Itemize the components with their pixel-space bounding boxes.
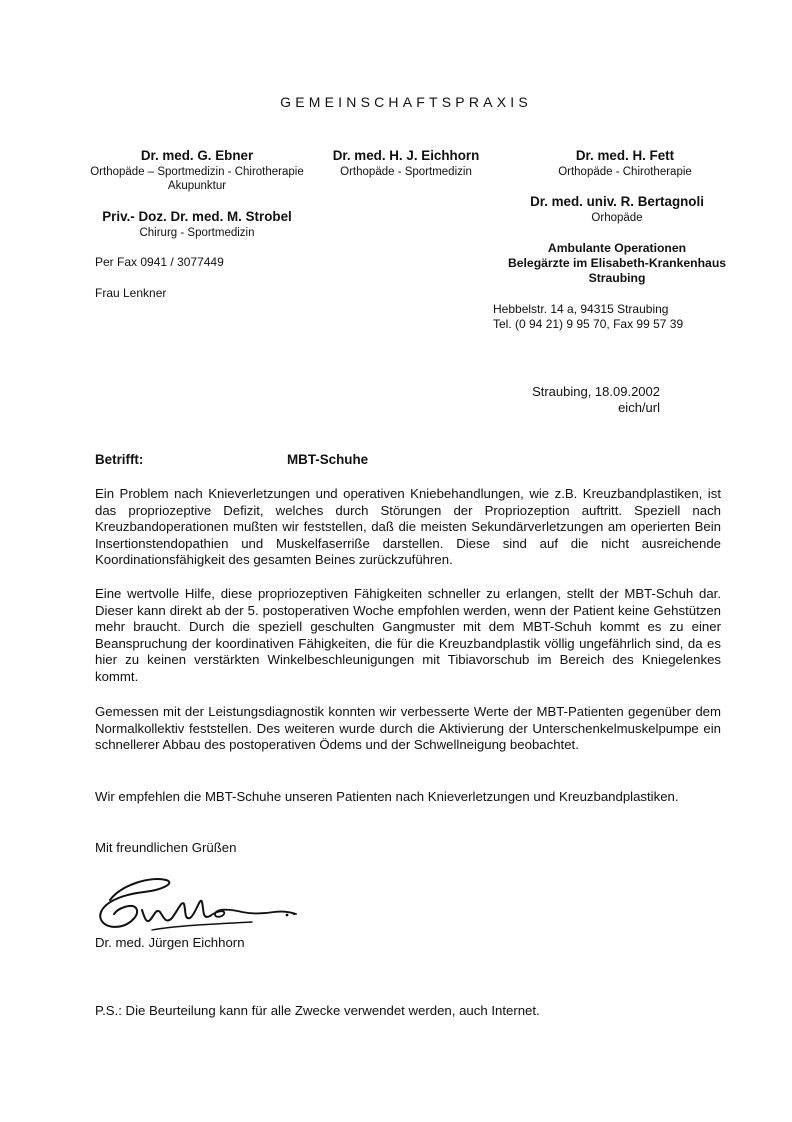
- doctor-specialty-extra: Akupunktur: [167, 180, 227, 192]
- clinic-line: Belegärzte im Elisabeth-Krankenhaus: [507, 256, 727, 270]
- doctor-specialty: Chirurg - Sportmedizin: [139, 227, 255, 239]
- subject-label: Betrifft:: [95, 452, 144, 467]
- handwritten-signature: [92, 870, 302, 936]
- doctor-block-fett: [508, 148, 742, 179]
- practice-title: GEMEINSCHAFTSPRAXIS: [280, 94, 532, 110]
- place-date: Straubing, 18.09.2002: [532, 384, 660, 399]
- address-line: Hebbelstr. 14 a, 94315 Straubing: [493, 302, 669, 316]
- doctor-name: Dr. med. G. Ebner: [140, 148, 254, 163]
- postscript: P.S.: Die Beurteilung kann für alle Zwecke verwendet werden, auch Internet.: [95, 1003, 540, 1018]
- clinic-line: Straubing: [588, 271, 646, 285]
- recipient-fax: Per Fax 0941 / 3077449: [95, 255, 224, 269]
- doctor-block-eichhorn: [318, 148, 494, 179]
- practice-address: [493, 302, 733, 332]
- dateline: [460, 384, 660, 416]
- doctor-name: Dr. med. univ. R. Bertagnoli: [530, 194, 704, 209]
- closing-greeting: Mit freundlichen Grüßen: [95, 840, 237, 855]
- paragraph-2: Eine wertvolle Hilfe, diese propriozeptiven Fähigkeiten schneller zu erlangen, stellt der MBT-Schuh dar. Dieser kann direkt ab der 5. postoperativen Woche empfohlen werden, wenn der Patient keine Gehstützen mehr braucht. Durch die speziell geschulten Gangmuster mit dem MBT-Schuh kommt es zu einer Beanspruchung der koordinativen Fähigkeiten, die für die Kreuzbandplastik völlig ungefährlich sind, da es hier zu keinen verstärkten Winkelbeschleunigungen mit Tibiavorschub im Bereich des Kniegelenkes kommt.: [95, 586, 721, 684]
- doctor-specialty: Orthopäde - Sportmedizin: [340, 166, 472, 178]
- doctor-name: Priv.- Doz. Dr. med. M. Strobel: [102, 209, 292, 224]
- recipient-name: Frau Lenkner: [95, 286, 167, 300]
- clinic-line: Ambulante Operationen: [547, 241, 687, 255]
- doctor-name: Dr. med. H. J. Eichhorn: [332, 148, 480, 163]
- paragraph-4: Wir empfehlen die MBT-Schuhe unseren Patienten nach Knieverletzungen und Kreuzbandplastiken.: [95, 789, 679, 804]
- phone-fax-line: Tel. (0 94 21) 9 95 70, Fax 99 57 39: [493, 317, 684, 331]
- clinic-info: [478, 241, 756, 286]
- paragraph-3: Gemessen mit der Leistungsdiagnostik konnten wir verbesserte Werte der MBT-Patienten gegenüber dem Normalkollektiv feststellen. Des weiteren wurde durch die Aktivierung der Unterschenkelmuskelpumpe ein schnellerer Abbau des postoperativen Ödems und der Schwellneigung beobachtet.: [95, 704, 721, 753]
- doctor-name: Dr. med. H. Fett: [575, 148, 675, 163]
- subject-value: MBT-Schuhe: [287, 452, 369, 467]
- doctor-specialty: Orthopäde – Sportmedizin - Chirotherapie: [90, 166, 304, 178]
- doctor-specialty: Orhopäde: [591, 212, 643, 224]
- doctor-block-bertagnoli: [500, 194, 734, 225]
- doctor-specialty: Orthopäde - Chirotherapie: [558, 166, 692, 178]
- doctor-block-strobel: [80, 209, 314, 240]
- reference-code: eich/url: [618, 400, 660, 415]
- doctor-block-ebner: [72, 148, 322, 193]
- paragraph-1: Ein Problem nach Knieverletzungen und operativen Kniebehandlungen, wie z.B. Kreuzbandplastiken, ist das propriozeptive Defizit, welches durch Störungen der Propriozeption auftritt. Speziell nach Kreuzbandoperationen mußten wir feststellen, daß die meisten Sekundärverletzungen am operierten Bein Insertionstendopathien und Muskelfaserriße darstellen. Diese sind auf die nicht ausreichende Koordinationsfähigkeit des gesamten Beines zurückzuführen.: [95, 486, 721, 568]
- signer-name: Dr. med. Jürgen Eichhorn: [95, 935, 245, 950]
